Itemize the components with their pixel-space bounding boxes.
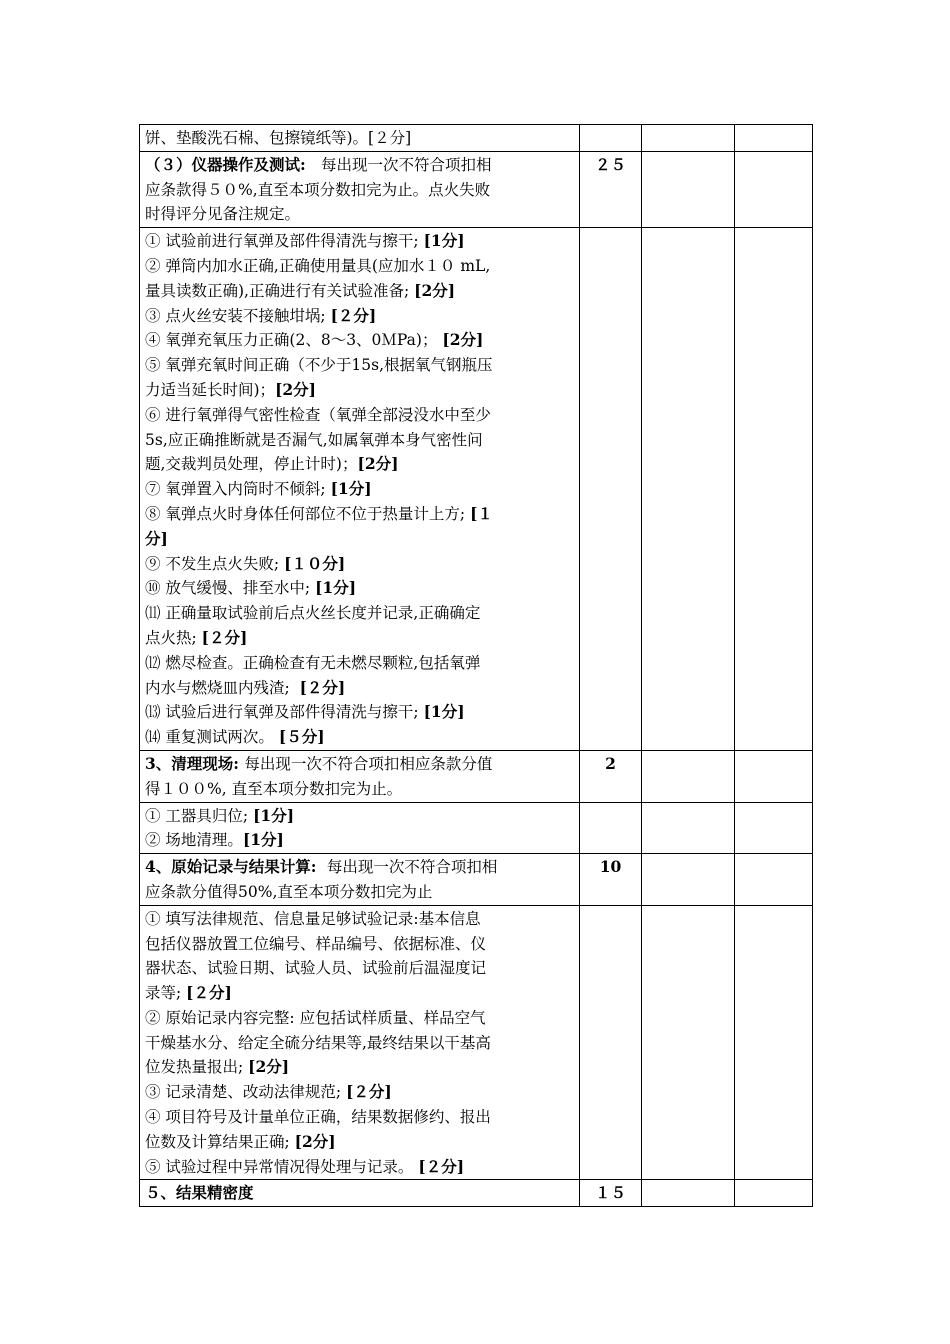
criteria-text: ④ 项目符号及计量单位正确，结果数据修约、报出 [145,1108,491,1127]
scoring-table [139,124,813,1207]
criteria-text: 量具读数正确),正确进行有关试验准备; [145,281,415,300]
deduction-cell [642,125,735,152]
criteria-bold-text: [1分] [423,231,465,251]
criteria-text: ① 填写法律规范、信息量足够试验记录:基本信息 [145,909,481,928]
criteria-bold-text: [１０分] [284,553,346,573]
deduction-cell [642,151,735,227]
score-cell: 10 [580,854,642,906]
criteria-bold-text: [２分] [186,983,232,1003]
criteria-line [145,700,575,725]
criteria-line [145,153,575,178]
deduction-cell [642,1180,735,1207]
criteria-bold-text: [1分] [242,830,284,850]
criteria-text: 录等; [145,984,187,1003]
remark-cell [735,1180,813,1207]
criteria-line [145,932,575,957]
criteria-bold-text: [２分] [299,677,346,697]
criteria-line [145,880,575,905]
criteria-text: ⑿ 燃尽检查。正确检查有无未燃尽颗粒,包括氧弹 [145,653,481,672]
criteria-text: 每出现一次不符合项扣相 [311,155,492,174]
criteria-text: ⑩ 放气缓慢、排至水中; [145,579,316,598]
criteria-text: 包括仪器放置工位编号、样品编号、依据标准、仪 [145,934,487,953]
criteria-text: ③ 点火丝安装不接触坩埚; [145,306,331,325]
criteria-bold-text: [2分] [357,454,399,474]
deduction-cell [642,228,735,751]
table-row [140,905,813,1180]
score-cell [580,802,642,854]
criteria-text: ③ 记录清楚、改动法律规范; [145,1083,347,1102]
criteria-line [145,676,575,701]
criteria-text: 每出现一次不符合项扣相 [321,858,498,877]
remark-cell [735,151,813,227]
criteria-text: ⒀ 试验后进行氧弹及部件得清洗与擦干; [145,703,424,722]
criteria-bold-text: [2分] [414,280,456,300]
criteria-text: 应条款得５０%,直至本项分数扣完为止。点火失败 [145,180,491,199]
deduction-cell [642,905,735,1180]
criteria-text: ⑤ 氧弹充氧时间正确（不少于15s,根据氧气钢瓶压 [145,356,493,375]
criteria-line [145,527,575,552]
criteria-text: ② 弹筒内加水正确,正确使用量具(应加水１０ mL, [145,256,491,275]
criteria-text: ⒁ 重复测试两次。 [145,728,279,747]
criteria-bold-text: （３）仪器操作及测试: [145,154,312,174]
criteria-bold-text: 4、原始记录与结果计算: [145,857,322,877]
criteria-text: 题,交裁判员处理，停止计时)； [145,455,358,474]
criteria-text: ⑨ 不发生点火失败; [145,554,285,573]
remark-cell [735,228,813,751]
criteria-line [145,178,575,203]
criteria-line [145,403,575,428]
criteria-text: ① 工器具归位; [145,806,254,825]
criteria-bold-text: [２分] [330,305,377,325]
criteria-line [145,804,575,829]
criteria-line [145,1006,575,1031]
criteria-text: ⑦ 氧弹置入内筒时不倾斜; [145,480,331,499]
criteria-line [145,777,575,802]
criteria-text: ② 场地清理。 [145,831,243,850]
criteria-text: 应条款分值得50%,直至本项分数扣完为止 [145,882,433,901]
criteria-cell [140,125,580,152]
criteria-bold-text: [1分] [253,805,295,825]
criteria-line [145,907,575,932]
criteria-text: ④ 氧弹充氧压力正确(2、8～3、0ＭPa)； [145,331,443,350]
criteria-line [145,328,575,353]
criteria-cell [140,1180,580,1207]
remark-cell [735,854,813,906]
criteria-text: ⑧ 氧弹点火时身体任何部位不位于热量计上方; [145,504,471,523]
table-row [140,802,813,854]
criteria-text: 每出现一次不符合项扣相应条款分值 [244,754,493,773]
score-cell [580,228,642,751]
criteria-line [145,202,575,227]
criteria-cell [140,750,580,802]
criteria-text: 时得评分见备注规定。 [145,205,301,224]
score-cell [580,905,642,1180]
table-row [140,750,813,802]
table-row [140,228,813,751]
criteria-line [145,752,575,777]
table-row [140,125,813,152]
criteria-line [145,378,575,403]
criteria-text: 点火热; [145,628,202,647]
score-cell: １５ [580,1180,642,1207]
criteria-bold-text: [２分] [201,627,248,647]
criteria-text: 器状态、试验日期、试验人员、试验前后温湿度记 [145,959,487,978]
criteria-text: ⑤ 试验过程中异常情况得处理与记录。 [145,1157,419,1176]
criteria-bold-text: 分] [145,528,168,548]
criteria-bold-text: [2分] [275,379,317,399]
criteria-line [145,254,575,279]
criteria-line [145,1130,575,1155]
criteria-text: 内水与燃烧皿内残渣; [145,678,300,697]
criteria-bold-text: [２分] [418,1156,465,1176]
criteria-text: ① 试验前进行氧弹及部件得清洗与擦干; [145,232,424,251]
criteria-line [145,126,575,151]
criteria-line [145,229,575,254]
criteria-text: 5s,应正确推断就是否漏气,如属氧弹本身气密性问 [145,430,483,449]
criteria-bold-text: 3、清理现场: [145,753,245,773]
criteria-cell [140,151,580,227]
criteria-line [145,601,575,626]
deduction-cell [642,750,735,802]
criteria-line [145,1055,575,1080]
criteria-line [145,828,575,853]
criteria-line [145,428,575,453]
criteria-text: 饼、垫酸洗石棉、包擦镜纸等)。[２分] [145,129,412,147]
criteria-bold-text: [1分] [330,479,372,499]
criteria-bold-text: [５分] [278,727,325,747]
criteria-cell [140,905,580,1180]
criteria-line [145,651,575,676]
criteria-line [145,725,575,750]
table-row [140,1180,813,1207]
deduction-cell [642,802,735,854]
criteria-line [145,1155,575,1180]
table-row [140,854,813,906]
criteria-line [145,552,575,577]
criteria-bold-text: [1分] [423,702,465,722]
criteria-bold-text: [1分] [315,578,357,598]
criteria-line [145,1181,575,1206]
criteria-line [145,1105,575,1130]
criteria-line [145,626,575,651]
score-cell: ２５ [580,151,642,227]
remark-cell [735,802,813,854]
criteria-text: ② 原始记录内容完整: 应包括试样质量、样品空气 [145,1008,486,1027]
criteria-line [145,279,575,304]
criteria-text: 位发热量报出; [145,1058,249,1077]
criteria-line [145,1031,575,1056]
criteria-line [145,956,575,981]
criteria-line [145,353,575,378]
criteria-line [145,452,575,477]
criteria-cell [140,228,580,751]
criteria-text: ⑾ 正确量取试验前后点火丝长度并记录,正确确定 [145,604,481,623]
table-row [140,151,813,227]
criteria-bold-text: [2分] [248,1057,290,1077]
remark-cell [735,750,813,802]
criteria-line [145,1080,575,1105]
criteria-bold-text: [１ [470,503,493,523]
criteria-bold-text: [2分] [442,330,484,350]
deduction-cell [642,854,735,906]
criteria-text: 干燥基水分、给定全硫分结果等,最终结果以干基高 [145,1033,491,1052]
remark-cell [735,905,813,1180]
criteria-cell [140,854,580,906]
criteria-line [145,304,575,329]
score-cell [580,125,642,152]
criteria-cell [140,802,580,854]
criteria-line [145,477,575,502]
score-cell: 2 [580,750,642,802]
criteria-text: 力适当延长时间)； [145,380,276,399]
criteria-line [145,981,575,1006]
criteria-bold-text: [２分] [346,1082,392,1102]
criteria-text: ⑥ 进行氧弹得气密性检查（氧弹全部浸没水中至少 [145,405,491,424]
criteria-line [145,502,575,527]
criteria-text: 得１００%, 直至本项分数扣完为止。 [145,779,403,798]
criteria-line [145,855,575,880]
criteria-bold-text: [2分] [294,1131,336,1151]
criteria-line [145,576,575,601]
scoring-table-body [140,125,813,1207]
criteria-bold-text: ５、结果精密度 [145,1183,254,1203]
criteria-text: 位数及计算结果正确; [145,1132,295,1151]
remark-cell [735,125,813,152]
